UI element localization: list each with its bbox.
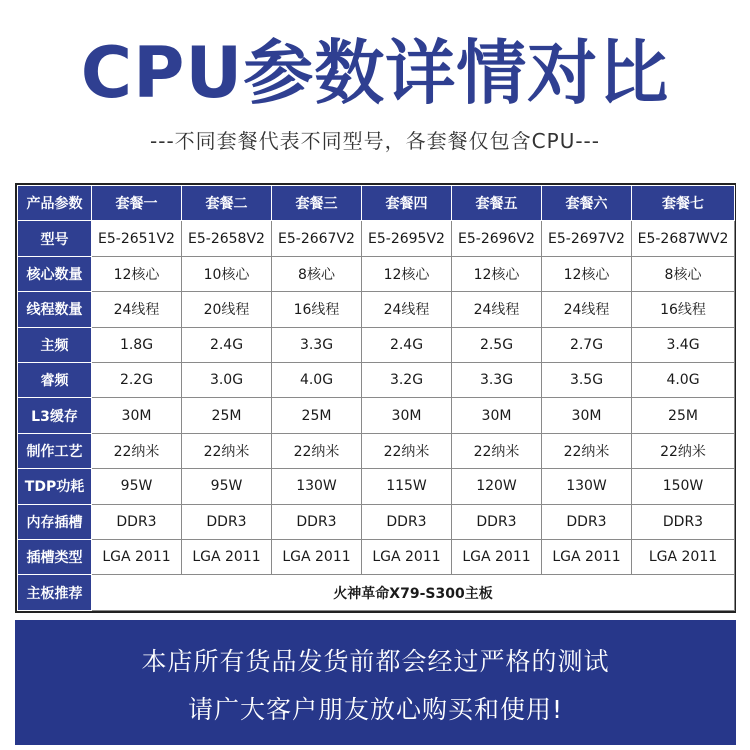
table-cell: 95W: [182, 469, 272, 504]
table-cell: 25M: [632, 398, 735, 433]
row-label-cell: 插槽类型: [18, 540, 92, 575]
table-cell: 2.5G: [452, 327, 542, 362]
table-cell: 24线程: [542, 292, 632, 327]
table-cell: 2.4G: [182, 327, 272, 362]
table-cell: LGA 2011: [272, 540, 362, 575]
table-cell: 12核心: [542, 256, 632, 291]
table-cell: DDR3: [362, 504, 452, 539]
row-label-cell: 内存插槽: [18, 504, 92, 539]
package-header-cell: 套餐五: [452, 186, 542, 221]
package-header-cell: 套餐二: [182, 186, 272, 221]
table-cell: 130W: [272, 469, 362, 504]
row-label-cell: L3缓存: [18, 398, 92, 433]
page-title: CPU参数详情对比: [80, 32, 670, 114]
table-cell: 2.2G: [92, 363, 182, 398]
row-label-cell: 主频: [18, 327, 92, 362]
table-cell: 22纳米: [182, 433, 272, 468]
table-cell: 16线程: [272, 292, 362, 327]
row-label-cell: 型号: [18, 221, 92, 256]
board-recommendation-row: [18, 575, 735, 611]
notice-line-1: 本店所有货品发货前都会经过严格的测试: [141, 647, 610, 676]
row-label-cell: 制作工艺: [18, 433, 92, 468]
table-cell: 2.7G: [542, 327, 632, 362]
table-cell: 22纳米: [542, 433, 632, 468]
table-cell: LGA 2011: [362, 540, 452, 575]
table-cell: 3.3G: [452, 363, 542, 398]
table-cell: 22纳米: [272, 433, 362, 468]
table-cell: 12核心: [92, 256, 182, 291]
table-cell: 3.3G: [272, 327, 362, 362]
table-cell: 22纳米: [632, 433, 735, 468]
table-cell: 115W: [362, 469, 452, 504]
table-cell: 95W: [92, 469, 182, 504]
row-label-cell: 睿频: [18, 363, 92, 398]
table-header-row: [18, 186, 735, 221]
table-cell: 25M: [272, 398, 362, 433]
notice-banner: [15, 620, 736, 745]
table-cell: LGA 2011: [182, 540, 272, 575]
table-cell: 10核心: [182, 256, 272, 291]
table-cell: 24线程: [362, 292, 452, 327]
table-cell: 150W: [632, 469, 735, 504]
table-cell: LGA 2011: [632, 540, 735, 575]
spec-table-grid: [17, 185, 735, 611]
table-row: [18, 433, 735, 468]
row-label-cell: TDP功耗: [18, 469, 92, 504]
cpu-spec-table: [15, 183, 736, 613]
table-cell: 30M: [362, 398, 452, 433]
table-cell: 24线程: [92, 292, 182, 327]
table-row: [18, 363, 735, 398]
table-cell: 3.2G: [362, 363, 452, 398]
table-cell: LGA 2011: [92, 540, 182, 575]
table-row: [18, 256, 735, 291]
notice-line-2: 请广大客户朋友放心购买和使用!: [187, 695, 564, 724]
table-cell: 20线程: [182, 292, 272, 327]
board-recommendation-cell: 火神革命X79-S300主板: [92, 575, 735, 611]
table-cell: 1.8G: [92, 327, 182, 362]
table-row: [18, 398, 735, 433]
table-cell: E5-2687WV2: [632, 221, 735, 256]
package-header-cell: 套餐一: [92, 186, 182, 221]
package-header-cell: 套餐七: [632, 186, 735, 221]
table-cell: 4.0G: [632, 363, 735, 398]
table-cell: 16线程: [632, 292, 735, 327]
row-label-cell: 线程数量: [18, 292, 92, 327]
table-cell: E5-2658V2: [182, 221, 272, 256]
table-cell: DDR3: [632, 504, 735, 539]
table-cell: 12核心: [452, 256, 542, 291]
table-row: [18, 469, 735, 504]
table-cell: 8核心: [272, 256, 362, 291]
table-cell: 3.0G: [182, 363, 272, 398]
table-cell: 4.0G: [272, 363, 362, 398]
table-cell: DDR3: [542, 504, 632, 539]
table-cell: E5-2695V2: [362, 221, 452, 256]
table-cell: E5-2651V2: [92, 221, 182, 256]
page-subtitle: ---不同套餐代表不同型号，各套餐仅包含CPU---: [150, 129, 600, 153]
table-cell: 24线程: [452, 292, 542, 327]
table-cell: 120W: [452, 469, 542, 504]
table-cell: E5-2667V2: [272, 221, 362, 256]
table-cell: 30M: [92, 398, 182, 433]
table-cell: LGA 2011: [452, 540, 542, 575]
table-cell: 3.4G: [632, 327, 735, 362]
table-cell: 12核心: [362, 256, 452, 291]
table-cell: 30M: [542, 398, 632, 433]
table-row: [18, 292, 735, 327]
table-row: [18, 327, 735, 362]
table-cell: 130W: [542, 469, 632, 504]
table-cell: DDR3: [182, 504, 272, 539]
row-label-cell: 主板推荐: [18, 575, 92, 611]
table-cell: DDR3: [452, 504, 542, 539]
package-header-cell: 套餐六: [542, 186, 632, 221]
table-row: [18, 504, 735, 539]
table-row: [18, 221, 735, 256]
table-cell: 25M: [182, 398, 272, 433]
table-cell: 3.5G: [542, 363, 632, 398]
table-cell: 22纳米: [452, 433, 542, 468]
table-cell: 8核心: [632, 256, 735, 291]
table-cell: E5-2697V2: [542, 221, 632, 256]
table-cell: 22纳米: [92, 433, 182, 468]
table-cell: E5-2696V2: [452, 221, 542, 256]
table-cell: DDR3: [272, 504, 362, 539]
table-corner-cell: 产品参数: [18, 186, 92, 221]
table-cell: DDR3: [92, 504, 182, 539]
table-cell: 2.4G: [362, 327, 452, 362]
table-cell: 30M: [452, 398, 542, 433]
package-header-cell: 套餐四: [362, 186, 452, 221]
package-header-cell: 套餐三: [272, 186, 362, 221]
row-label-cell: 核心数量: [18, 256, 92, 291]
table-row: [18, 540, 735, 575]
table-cell: 22纳米: [362, 433, 452, 468]
table-cell: LGA 2011: [542, 540, 632, 575]
